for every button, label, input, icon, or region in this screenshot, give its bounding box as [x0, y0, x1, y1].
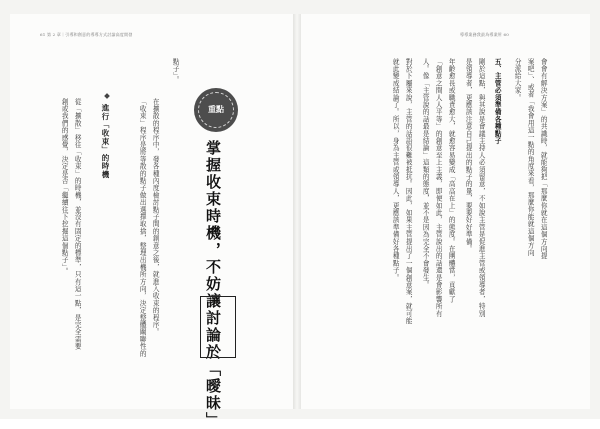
- page-header-left: 61 第 2 章｜引導和創意的導導方式討論高度開發: [40, 32, 133, 37]
- right-col-10: 對於下屬來說，主管的話語很難被抵抗。因此，如果主管提出了一個創意案，就可能: [404, 58, 413, 325]
- left-col-2: 在擴散的程序中，發各種內度檢討點子間的創意之後，就進入收束的程序。: [151, 98, 160, 336]
- chapter-title: 掌握收束時機，不妨讓討論於「曖昧」: [204, 140, 222, 429]
- left-col-5: 創或我們的感覺，決定是否「繼續往下挖掘這個點子」。: [60, 98, 69, 275]
- right-col-9: 人。像「主管說的話最是結論」這類的態度，並不是因為完全不會發生。: [421, 58, 430, 289]
- right-col-6: 是領導者，更應該注意自己提出的點子的量，要要好好準備。: [464, 58, 473, 253]
- right-col-2: 案吧」、或者「我會用這一點的角度來看，那麼你能就這個方向: [526, 58, 535, 257]
- right-col-11: 就此變成結論了。所以，身為主管或領導人，更應該準備好各種點子。: [391, 58, 400, 282]
- page-gutter: [293, 14, 301, 409]
- right-col-3: 分派給大家。: [513, 58, 522, 102]
- badge-label: 重點: [208, 105, 224, 114]
- right-col-5: 剛於這點，與其說是會議主持人必須留意，不如說主管是促進主管或領導者，特別: [477, 58, 486, 318]
- right-col-7: 年齡愈長或職責愈大，就愈容易變成「高高在上」的態度。在團體當，貢獻了: [447, 58, 456, 303]
- subheading: 進行「收束」的時機: [101, 104, 110, 179]
- left-col-4: 從「擴散」移往「收束」的時機，並沒有固定的標準，只有這一點，是完全需要: [73, 98, 82, 350]
- left-col-1: 點子」。: [171, 58, 180, 84]
- title-highlight-box: [200, 296, 236, 358]
- page-header-right: 導導業務我最為導業所 60: [460, 32, 509, 37]
- right-col-8: 「創意之間人人平等」的創意至上主義，即便如此，主管說出的話還是會影響所有: [434, 58, 443, 318]
- section-badge-icon: [194, 88, 238, 132]
- left-col-3: 「收束」程序是將等散的點子做出選擇取捨，整理出機所方向，決定整體關聯性的: [138, 98, 147, 358]
- section-heading: 五、主管必須準備各種點子: [493, 58, 502, 145]
- right-col-1: 會會有解決方案」的共識時，就能夠把「那麼你就在這個方向提: [539, 58, 548, 260]
